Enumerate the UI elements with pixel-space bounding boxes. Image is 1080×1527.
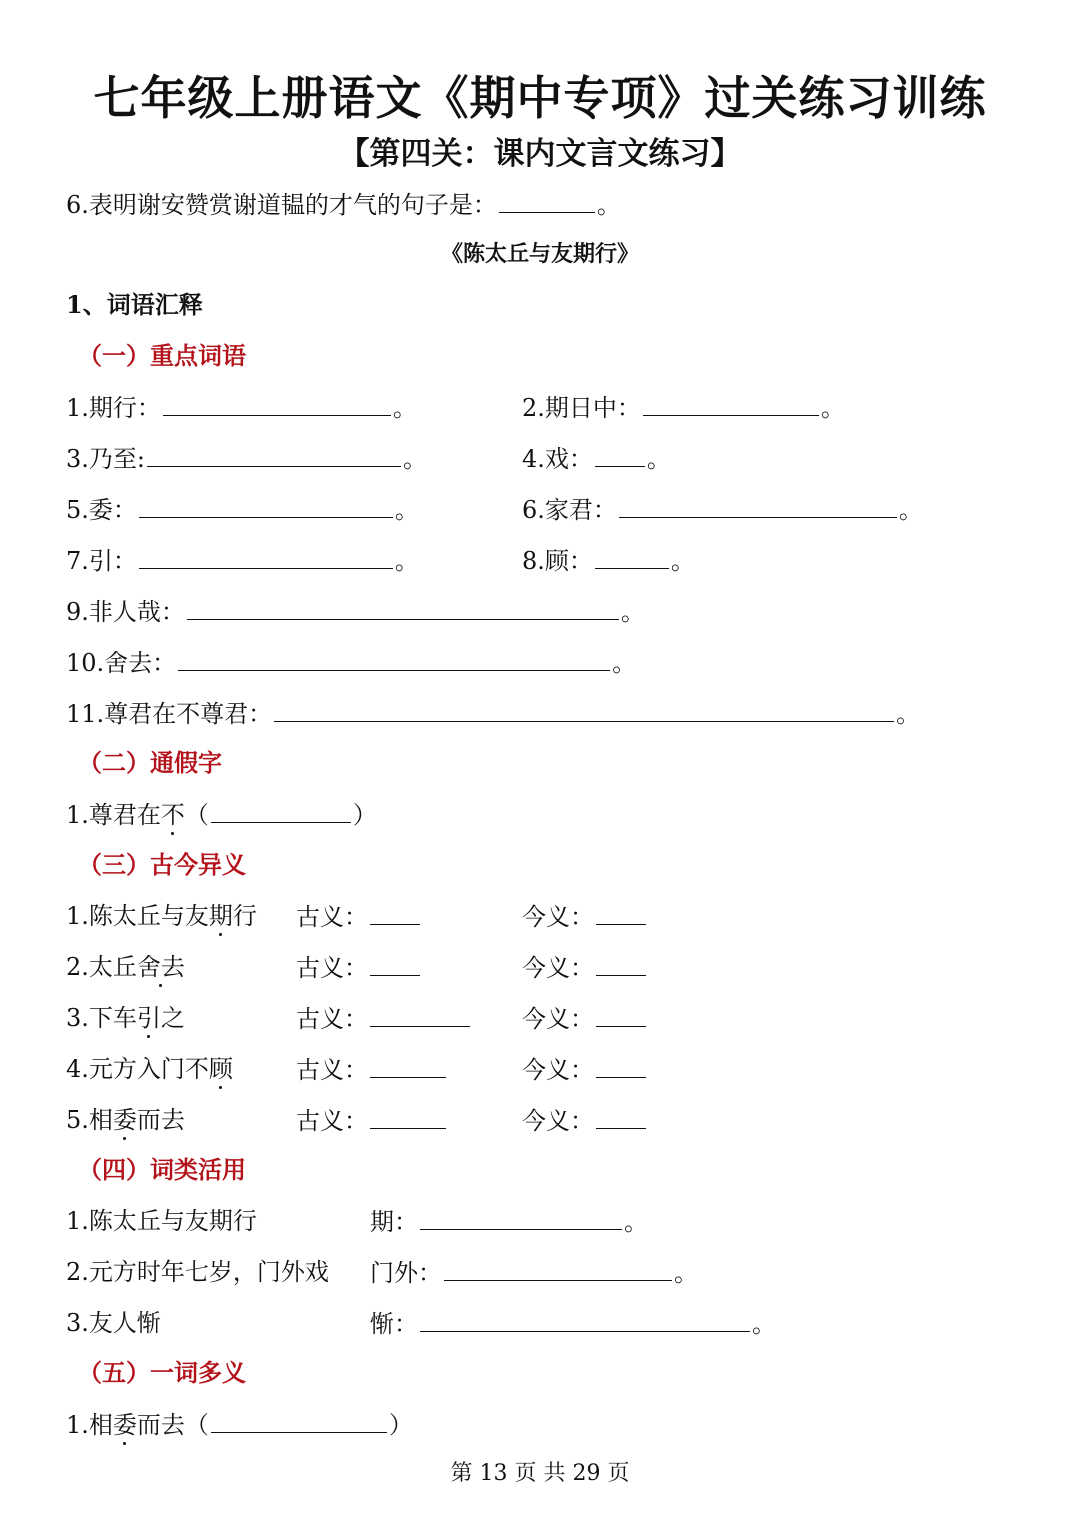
vocab-label: 11.尊君在不尊君： <box>66 700 273 728</box>
answer-blank[interactable] <box>595 544 669 569</box>
key-character: 不 <box>160 801 185 829</box>
answer-blank[interactable] <box>163 391 391 416</box>
vocab-label: 4.戏： <box>522 445 593 473</box>
word-label: 期： <box>370 1208 418 1236</box>
jin-meaning <box>522 1104 648 1137</box>
gu-meaning <box>296 951 422 984</box>
answer-blank[interactable] <box>139 544 393 569</box>
huoyong-sentence: 1.陈太丘与友期行 <box>66 1207 257 1235</box>
page-footer: 第 13 页 共 29 页 <box>450 1461 630 1486</box>
vocab-label: 1.期行： <box>66 394 161 422</box>
jin-meaning <box>522 1002 648 1035</box>
page-title: 七年级上册语文《期中专项》过关练习训练 <box>93 71 987 125</box>
answer-blank[interactable] <box>596 1104 646 1129</box>
vocab-label: 5.委： <box>66 496 137 524</box>
vocab-label: 10.舍去： <box>66 649 177 677</box>
answer-blank[interactable] <box>420 1307 750 1332</box>
gu-label: 古义： <box>296 1056 368 1084</box>
period: 。 <box>820 394 845 422</box>
vocab-item <box>66 595 645 628</box>
gu-meaning <box>296 1053 448 1086</box>
huoyong-sentence: 2.元方时年七岁，门外戏 <box>66 1258 329 1286</box>
period: 。 <box>752 1310 776 1338</box>
jin-meaning <box>522 1053 648 1086</box>
huoyong-answer <box>370 1205 648 1238</box>
tongjia-item <box>66 798 377 831</box>
vocab-label: 6.家君： <box>522 496 617 524</box>
gu-meaning <box>296 1002 472 1035</box>
question-6 <box>66 188 621 220</box>
key-character: 引 <box>136 1004 161 1032</box>
sentence-text: 1.尊君在 <box>66 801 161 829</box>
vocab-label: 2.期日中： <box>522 394 641 422</box>
period: 。 <box>670 547 695 575</box>
answer-blank[interactable] <box>444 1256 672 1281</box>
part1-heading: （一）重点词语 <box>78 341 246 370</box>
key-character: 委 <box>112 1411 137 1439</box>
vocab-item <box>66 544 419 577</box>
key-character: 顾 <box>208 1055 233 1083</box>
question-6-text: 6.表明谢安赞赏谢道韫的才气的句子是： <box>66 191 497 219</box>
answer-blank[interactable] <box>499 188 595 213</box>
key-character: 舍去 <box>136 953 185 981</box>
answer-blank[interactable] <box>211 798 351 823</box>
answer-blank[interactable] <box>139 493 393 518</box>
period: 。 <box>898 496 923 524</box>
jin-label: 今义： <box>522 954 594 982</box>
paren: （ <box>184 1411 209 1439</box>
vocab-item <box>66 697 920 730</box>
gu-meaning <box>296 1104 448 1137</box>
jin-label: 今义： <box>522 1056 594 1084</box>
answer-blank[interactable] <box>211 1408 387 1433</box>
gujin-sentence: 3.下车引之 <box>66 1004 185 1032</box>
vocab-item <box>522 544 695 577</box>
period: 。 <box>402 445 427 473</box>
answer-blank[interactable] <box>596 1002 646 1027</box>
passage-title: 《陈太丘与友期行》 <box>440 241 639 267</box>
answer-blank[interactable] <box>595 442 645 467</box>
word-label: 惭： <box>370 1310 418 1338</box>
key-character: 委 <box>112 1106 137 1134</box>
jin-label: 今义： <box>522 1005 594 1033</box>
answer-blank[interactable] <box>596 951 646 976</box>
period: 。 <box>896 700 921 728</box>
paren: ） <box>352 801 377 829</box>
answer-blank[interactable] <box>420 1205 622 1230</box>
gu-label: 古义： <box>296 903 368 931</box>
key-character: 期 <box>208 902 233 930</box>
part5-heading: （五）一词多义 <box>78 1358 246 1387</box>
answer-blank[interactable] <box>274 697 894 722</box>
period: 。 <box>596 191 621 219</box>
vocab-item <box>522 493 923 526</box>
vocab-item <box>522 391 845 424</box>
vocab-item <box>66 391 417 424</box>
period: 。 <box>646 445 671 473</box>
jin-meaning <box>522 951 648 984</box>
jin-meaning <box>522 900 648 933</box>
answer-blank[interactable] <box>596 900 646 925</box>
answer-blank[interactable] <box>596 1053 646 1078</box>
gu-label: 古义： <box>296 1005 368 1033</box>
gu-label: 古义： <box>296 1107 368 1135</box>
word-label: 门外： <box>370 1259 442 1287</box>
vocab-item <box>522 442 671 475</box>
gu-label: 古义： <box>296 954 368 982</box>
section-heading-1: 1、词语汇释 <box>66 290 203 319</box>
answer-blank[interactable] <box>370 1104 446 1129</box>
gujin-sentence: 4.元方入门不顾 <box>66 1055 233 1083</box>
period: 。 <box>394 547 419 575</box>
period: 。 <box>612 649 637 677</box>
vocab-label: 7.引： <box>66 547 137 575</box>
part3-heading: （三）古今异义 <box>78 850 246 879</box>
answer-blank[interactable] <box>370 1002 470 1027</box>
vocab-item <box>66 493 419 526</box>
gujin-sentence: 1.陈太丘与友期行 <box>66 902 257 930</box>
part2-heading: （二）通假字 <box>78 748 222 777</box>
jin-label: 今义： <box>522 1107 594 1135</box>
paren: （ <box>184 801 209 829</box>
gujin-sentence: 5.相委而去 <box>66 1106 185 1134</box>
period: 。 <box>394 496 419 524</box>
huoyong-sentence: 3.友人惭 <box>66 1309 161 1337</box>
vocab-label: 8.顾： <box>522 547 593 575</box>
answer-blank[interactable] <box>619 493 897 518</box>
period: 。 <box>392 394 417 422</box>
answer-blank[interactable] <box>178 646 610 671</box>
answer-blank[interactable] <box>370 951 420 976</box>
jin-label: 今义： <box>522 903 594 931</box>
huoyong-answer <box>370 1256 698 1289</box>
gujin-sentence: 2.太丘舍去 <box>66 953 185 981</box>
answer-blank[interactable] <box>643 391 819 416</box>
vocab-label: 3.乃至: <box>66 445 145 473</box>
gu-meaning <box>296 900 422 933</box>
answer-blank[interactable] <box>147 442 401 467</box>
yiciduoyi-item: 1.相委而去（ ） <box>66 1408 413 1441</box>
huoyong-answer <box>370 1307 776 1340</box>
part4-heading: （四）词类活用 <box>78 1155 246 1184</box>
answer-blank[interactable] <box>187 595 619 620</box>
page-subtitle: 【第四关：课内文言文练习】 <box>338 136 742 172</box>
vocab-item <box>66 646 636 679</box>
period: 。 <box>624 1208 648 1236</box>
answer-blank[interactable] <box>370 1053 446 1078</box>
period: 。 <box>620 598 645 626</box>
period: 。 <box>674 1259 698 1287</box>
answer-blank[interactable] <box>370 900 420 925</box>
vocab-item <box>66 442 427 475</box>
vocab-label: 9.非人哉： <box>66 598 185 626</box>
paren: ） <box>388 1411 413 1439</box>
